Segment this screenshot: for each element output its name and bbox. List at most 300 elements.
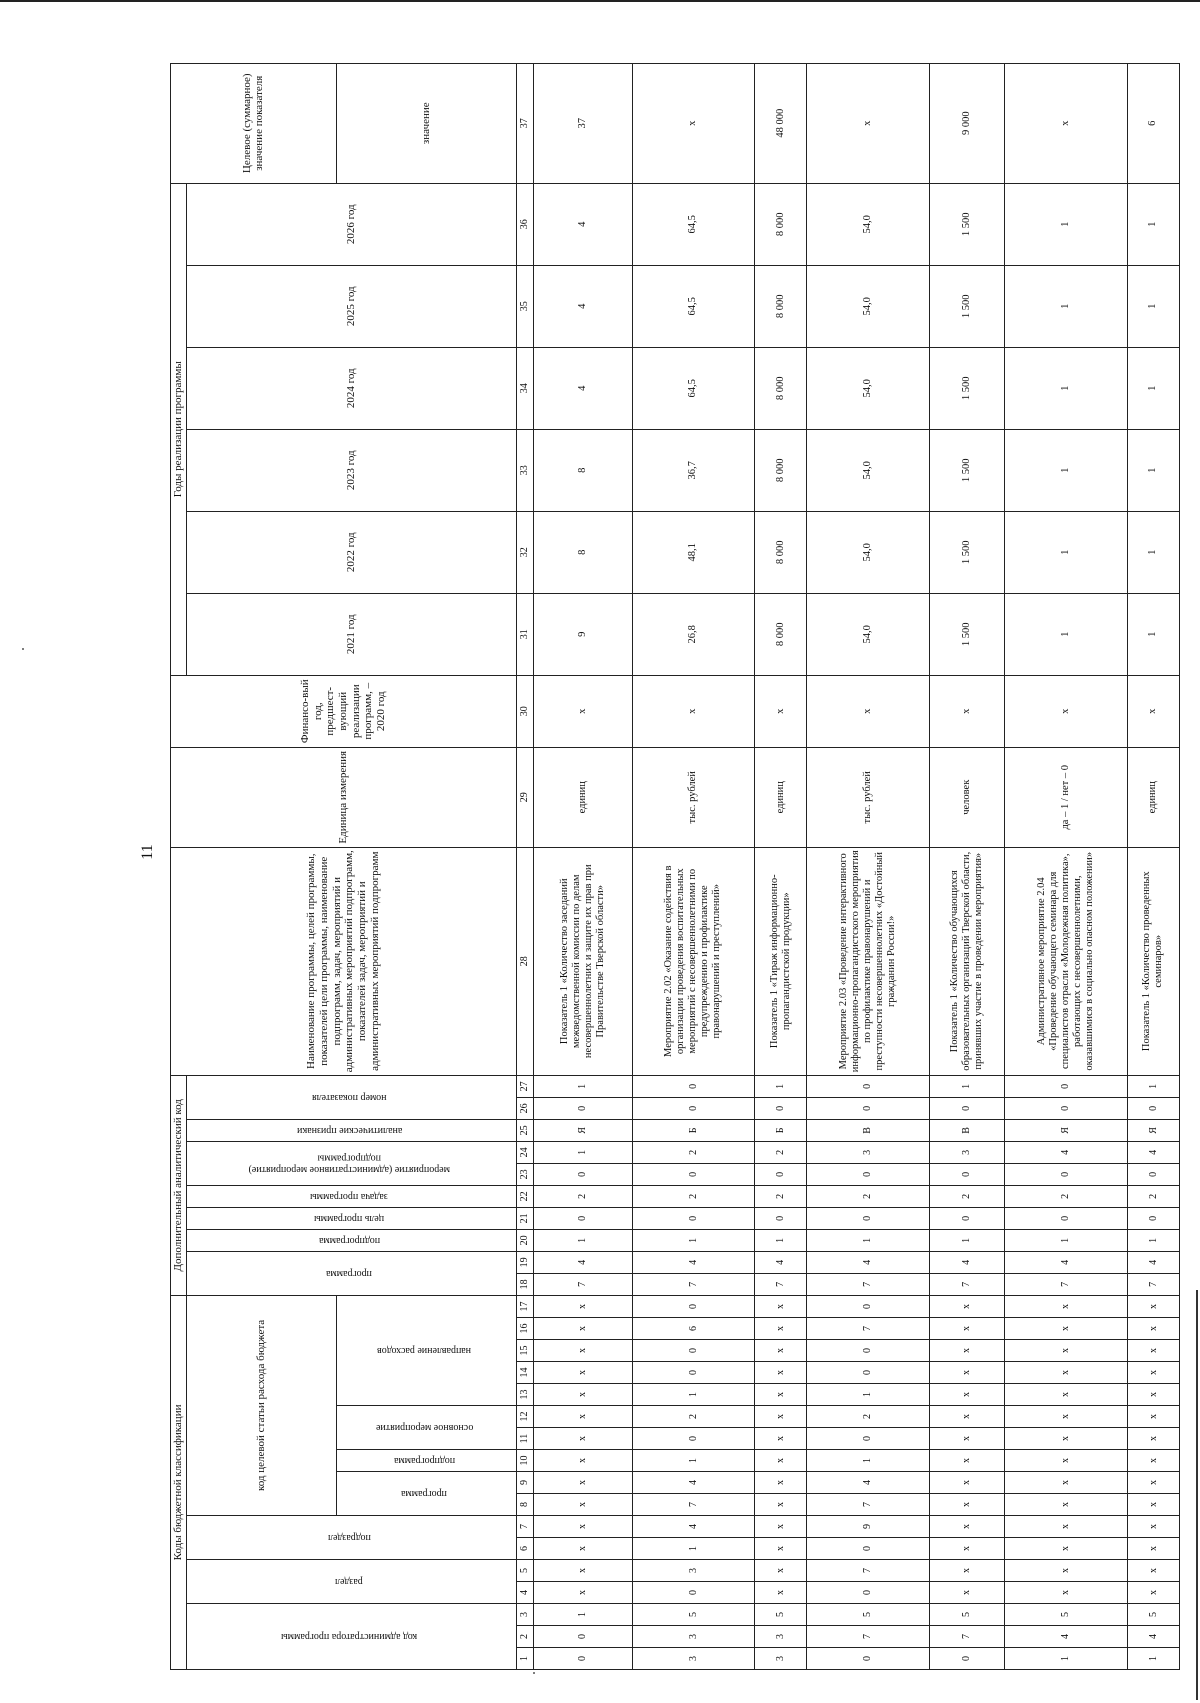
code-cell: x bbox=[1005, 1472, 1127, 1494]
code-cell: 1 bbox=[533, 1229, 632, 1251]
code-cell: 0 bbox=[807, 1582, 929, 1604]
code-cell: 0 bbox=[1005, 1163, 1127, 1185]
column-number: 35 bbox=[516, 265, 533, 347]
base-year-column-header: Финансо-вый год, предшест-вующий реализации программ, – 2020 год bbox=[171, 675, 517, 747]
admin-code-header: код администратора программы bbox=[281, 1631, 418, 1643]
column-number: 17 bbox=[516, 1295, 533, 1317]
extra-program-header: программа bbox=[326, 1268, 373, 1280]
code-cell: 2 bbox=[754, 1141, 806, 1163]
code-cell: x bbox=[1127, 1384, 1179, 1406]
code-cell: x bbox=[754, 1295, 806, 1317]
target-value-cell: 48 000 bbox=[754, 63, 806, 183]
code-cell: 1 bbox=[533, 1141, 632, 1163]
code-cell: 1 bbox=[632, 1538, 754, 1560]
subprogram-header: подпрограмма bbox=[393, 1455, 455, 1467]
code-cell: 4 bbox=[807, 1251, 929, 1273]
code-cell: 0 bbox=[807, 1428, 929, 1450]
code-cell: 0 bbox=[632, 1428, 754, 1450]
code-cell: Я bbox=[1127, 1119, 1179, 1141]
year-value-cell: 8 bbox=[533, 429, 632, 511]
code-cell: x bbox=[754, 1560, 806, 1582]
code-cell: x bbox=[754, 1384, 806, 1406]
column-number: 7 bbox=[516, 1516, 533, 1538]
code-cell: 1 bbox=[1127, 1075, 1179, 1097]
code-cell: 1 bbox=[754, 1075, 806, 1097]
code-cell: 9 bbox=[807, 1516, 929, 1538]
year-value-cell: 54,0 bbox=[807, 347, 929, 429]
target-value-cell: x bbox=[632, 63, 754, 183]
column-number: 15 bbox=[516, 1340, 533, 1362]
code-cell: 3 bbox=[807, 1141, 929, 1163]
year-value-cell: 1 500 bbox=[929, 511, 1005, 593]
code-cell: 0 bbox=[1127, 1207, 1179, 1229]
unit-cell: тыс. рублей bbox=[632, 747, 754, 847]
code-cell: 1 bbox=[807, 1450, 929, 1472]
code-cell: 7 bbox=[632, 1494, 754, 1516]
code-cell: x bbox=[929, 1318, 1005, 1340]
code-cell: x bbox=[929, 1384, 1005, 1406]
code-cell: x bbox=[754, 1318, 806, 1340]
code-cell: 3 bbox=[754, 1626, 806, 1648]
code-cell: x bbox=[533, 1494, 632, 1516]
code-cell: 1 bbox=[632, 1384, 754, 1406]
row-name-cell: Показатель 1 «Количество обучающихся образовательных организаций Тверской области, принявших участие в проведении мероприятия» bbox=[929, 847, 1005, 1075]
year-value-cell: 9 bbox=[533, 593, 632, 675]
code-cell: 7 bbox=[929, 1626, 1005, 1648]
code-cell: 0 bbox=[807, 1097, 929, 1119]
code-cell: 5 bbox=[1005, 1604, 1127, 1626]
code-cell: x bbox=[1005, 1516, 1127, 1538]
code-cell: x bbox=[1005, 1428, 1127, 1450]
code-cell: x bbox=[1127, 1340, 1179, 1362]
year-value-cell: 8 000 bbox=[754, 183, 806, 265]
year-header-2026: 2026 год bbox=[186, 183, 516, 265]
code-cell: 0 bbox=[1127, 1097, 1179, 1119]
code-cell: 0 bbox=[1127, 1163, 1179, 1185]
table-row bbox=[533, 63, 632, 1669]
code-cell: 3 bbox=[632, 1560, 754, 1582]
code-cell: 4 bbox=[1127, 1626, 1179, 1648]
year-value-cell: 48,1 bbox=[632, 511, 754, 593]
year-value-cell: 4 bbox=[533, 265, 632, 347]
code-cell: 2 bbox=[929, 1185, 1005, 1207]
unit-column-header: Единица измерения bbox=[171, 747, 517, 847]
code-cell: 0 bbox=[807, 1075, 929, 1097]
code-cell: 2 bbox=[632, 1406, 754, 1428]
code-cell: 0 bbox=[1005, 1097, 1127, 1119]
code-cell: 1 bbox=[632, 1229, 754, 1251]
code-cell: x bbox=[1127, 1295, 1179, 1317]
code-cell: x bbox=[533, 1362, 632, 1384]
name-column-header: Наименование программы, целей программы, показателей цели программы, наименование подпрограмм, задач, мероприятий и административных мероприятий подпрограмм, показателей задач, мероприятий и административных мероприятий подпрограмм bbox=[171, 847, 517, 1075]
base-year-cell: x bbox=[1005, 675, 1127, 747]
code-cell: Б bbox=[632, 1119, 754, 1141]
column-number: 12 bbox=[516, 1406, 533, 1428]
column-number: 31 bbox=[516, 593, 533, 675]
column-number: 2 bbox=[516, 1626, 533, 1648]
code-cell: x bbox=[1005, 1362, 1127, 1384]
code-cell: 0 bbox=[632, 1295, 754, 1317]
year-value-cell: 1 bbox=[1005, 511, 1127, 593]
column-number: 29 bbox=[516, 747, 533, 847]
column-number: 5 bbox=[516, 1560, 533, 1582]
unit-cell: единиц bbox=[754, 747, 806, 847]
code-cell: x bbox=[533, 1318, 632, 1340]
code-cell: 0 bbox=[1005, 1075, 1127, 1097]
year-value-cell: 1 bbox=[1005, 347, 1127, 429]
year-value-cell: 26,8 bbox=[632, 593, 754, 675]
column-number: 11 bbox=[516, 1428, 533, 1450]
code-cell: x bbox=[1005, 1406, 1127, 1428]
code-cell: 7 bbox=[807, 1273, 929, 1295]
code-cell: 0 bbox=[533, 1648, 632, 1670]
code-cell: 4 bbox=[807, 1472, 929, 1494]
column-number: 34 bbox=[516, 347, 533, 429]
code-cell: 5 bbox=[754, 1604, 806, 1626]
code-cell: x bbox=[1005, 1295, 1127, 1317]
code-cell: x bbox=[929, 1450, 1005, 1472]
code-cell: 5 bbox=[807, 1604, 929, 1626]
year-value-cell: 64,5 bbox=[632, 183, 754, 265]
year-value-cell: 8 000 bbox=[754, 511, 806, 593]
code-cell: 2 bbox=[807, 1406, 929, 1428]
code-cell: 5 bbox=[1127, 1604, 1179, 1626]
column-number: 32 bbox=[516, 511, 533, 593]
codes-group-header: Коды бюджетной классификации bbox=[171, 1295, 187, 1669]
unit-cell: да – 1 / нет – 0 bbox=[1005, 747, 1127, 847]
code-cell: 1 bbox=[1005, 1648, 1127, 1670]
code-cell: 1 bbox=[807, 1384, 929, 1406]
code-cell: 1 bbox=[1127, 1648, 1179, 1670]
column-number-row bbox=[516, 63, 533, 1669]
code-cell: 0 bbox=[632, 1340, 754, 1362]
code-cell: 4 bbox=[632, 1251, 754, 1273]
code-cell: x bbox=[533, 1516, 632, 1538]
year-value-cell: 1 bbox=[1005, 429, 1127, 511]
code-cell: x bbox=[929, 1340, 1005, 1362]
code-cell: x bbox=[1127, 1538, 1179, 1560]
target-article-header: код целевой статьи расхода бюджета bbox=[186, 1295, 336, 1515]
year-value-cell: 54,0 bbox=[807, 265, 929, 347]
row-name-cell: Показатель 1 «Тираж информационно-пропагандистской продукции» bbox=[754, 847, 806, 1075]
code-cell: x bbox=[533, 1384, 632, 1406]
base-year-cell: x bbox=[754, 675, 806, 747]
analytic-sign-header: аналитические признаки bbox=[296, 1125, 402, 1137]
code-cell: x bbox=[1127, 1362, 1179, 1384]
code-cell: 4 bbox=[1005, 1141, 1127, 1163]
code-cell: 5 bbox=[632, 1604, 754, 1626]
code-cell: 4 bbox=[632, 1516, 754, 1538]
code-cell: 0 bbox=[533, 1207, 632, 1229]
year-value-cell: 4 bbox=[533, 347, 632, 429]
code-cell: x bbox=[1127, 1560, 1179, 1582]
code-cell: x bbox=[1005, 1494, 1127, 1516]
code-cell: 4 bbox=[1127, 1141, 1179, 1163]
code-cell: 0 bbox=[807, 1538, 929, 1560]
row-name-cell: Показатель 1 «Количество проведенных семинаров» bbox=[1127, 847, 1179, 1075]
unit-cell: человек bbox=[929, 747, 1005, 847]
code-cell: x bbox=[929, 1472, 1005, 1494]
column-number: 1 bbox=[516, 1648, 533, 1670]
code-cell: x bbox=[533, 1450, 632, 1472]
code-cell: 7 bbox=[807, 1318, 929, 1340]
event-admin-header: мероприятие (административное мероприятие) подпрограммы bbox=[248, 1152, 451, 1175]
code-cell: 1 bbox=[632, 1450, 754, 1472]
year-value-cell: 1 bbox=[1005, 265, 1127, 347]
table-row bbox=[1005, 63, 1127, 1669]
program-header: программа bbox=[401, 1488, 448, 1500]
code-cell: 2 bbox=[632, 1185, 754, 1207]
code-cell: 2 bbox=[1005, 1185, 1127, 1207]
program-task-header: задача программы bbox=[310, 1191, 389, 1203]
code-cell: x bbox=[754, 1582, 806, 1604]
year-value-cell: 1 500 bbox=[929, 183, 1005, 265]
code-cell: 1 bbox=[807, 1229, 929, 1251]
code-cell: 3 bbox=[929, 1141, 1005, 1163]
target-value-cell: x bbox=[807, 63, 929, 183]
year-value-cell: 36,7 bbox=[632, 429, 754, 511]
column-number: 24 bbox=[516, 1141, 533, 1163]
code-cell: 1 bbox=[1127, 1229, 1179, 1251]
year-value-cell: 64,5 bbox=[632, 265, 754, 347]
target-value-cell: 9 000 bbox=[929, 63, 1005, 183]
code-cell: 7 bbox=[1005, 1273, 1127, 1295]
code-cell: x bbox=[754, 1340, 806, 1362]
code-cell: 7 bbox=[754, 1273, 806, 1295]
target-value-cell: 6 bbox=[1127, 63, 1179, 183]
code-cell: 4 bbox=[754, 1251, 806, 1273]
code-cell: 4 bbox=[632, 1472, 754, 1494]
code-cell: x bbox=[1127, 1582, 1179, 1604]
year-value-cell: 4 bbox=[533, 183, 632, 265]
code-cell: 7 bbox=[807, 1560, 929, 1582]
code-cell: 3 bbox=[632, 1626, 754, 1648]
code-cell: x bbox=[929, 1428, 1005, 1450]
code-cell: x bbox=[1127, 1406, 1179, 1428]
code-cell: x bbox=[1127, 1450, 1179, 1472]
year-value-cell: 1 bbox=[1127, 347, 1179, 429]
year-value-cell: 54,0 bbox=[807, 593, 929, 675]
code-cell: x bbox=[754, 1428, 806, 1450]
code-cell: 1 bbox=[929, 1075, 1005, 1097]
target-value-cell: 37 bbox=[533, 63, 632, 183]
table-wrapper bbox=[170, 73, 1180, 1670]
code-cell: 4 bbox=[533, 1251, 632, 1273]
code-cell: x bbox=[533, 1295, 632, 1317]
code-cell: x bbox=[1005, 1450, 1127, 1472]
code-cell: x bbox=[754, 1406, 806, 1428]
code-cell: 0 bbox=[807, 1207, 929, 1229]
table-row bbox=[1127, 63, 1179, 1669]
code-cell: 3 bbox=[632, 1648, 754, 1670]
code-cell: 2 bbox=[754, 1185, 806, 1207]
year-header-2022: 2022 год bbox=[186, 511, 516, 593]
page-edge-top bbox=[0, 0, 1200, 2]
column-number: 28 bbox=[516, 847, 533, 1075]
code-cell: 6 bbox=[632, 1318, 754, 1340]
code-cell: 4 bbox=[1005, 1251, 1127, 1273]
code-cell: 0 bbox=[929, 1097, 1005, 1119]
code-cell: x bbox=[929, 1494, 1005, 1516]
code-cell: 0 bbox=[807, 1163, 929, 1185]
code-cell: 2 bbox=[1127, 1185, 1179, 1207]
code-cell: x bbox=[1005, 1384, 1127, 1406]
code-cell: 0 bbox=[807, 1340, 929, 1362]
expense-direction-header: направление расходов bbox=[377, 1345, 472, 1357]
column-number: 14 bbox=[516, 1362, 533, 1384]
unit-cell: единиц bbox=[533, 747, 632, 847]
code-cell: x bbox=[533, 1560, 632, 1582]
code-cell: 0 bbox=[632, 1075, 754, 1097]
row-name-cell: Административное мероприятие 2.04 «Проведение обучающего семинара для специалистов отрасли «Молодежная политика», работающих с несовершеннолетними, оказавшимися в социально опасном положении» bbox=[1005, 847, 1127, 1075]
table-row bbox=[632, 63, 754, 1669]
year-value-cell: 1 bbox=[1005, 183, 1127, 265]
column-number: 13 bbox=[516, 1384, 533, 1406]
code-cell: 0 bbox=[1005, 1207, 1127, 1229]
table-row bbox=[807, 63, 929, 1669]
column-number: 23 bbox=[516, 1163, 533, 1185]
years-group-header: Годы реализации программы bbox=[171, 183, 187, 675]
section-header: раздел bbox=[335, 1576, 364, 1588]
code-cell: x bbox=[1005, 1318, 1127, 1340]
indicators-table bbox=[170, 63, 1180, 1670]
year-value-cell: 1 bbox=[1127, 511, 1179, 593]
year-value-cell: 1 bbox=[1127, 183, 1179, 265]
code-cell: x bbox=[754, 1450, 806, 1472]
column-number: 22 bbox=[516, 1185, 533, 1207]
page-number: 11 bbox=[139, 844, 156, 860]
code-cell: 0 bbox=[754, 1163, 806, 1185]
column-number: 18 bbox=[516, 1273, 533, 1295]
code-cell: x bbox=[929, 1538, 1005, 1560]
code-cell: 1 bbox=[533, 1075, 632, 1097]
code-cell: 0 bbox=[807, 1295, 929, 1317]
code-cell: 0 bbox=[632, 1097, 754, 1119]
column-number: 20 bbox=[516, 1229, 533, 1251]
code-cell: 7 bbox=[533, 1273, 632, 1295]
code-cell: x bbox=[533, 1340, 632, 1362]
column-number: 37 bbox=[516, 63, 533, 183]
code-cell: Я bbox=[533, 1119, 632, 1141]
year-value-cell: 8 bbox=[533, 511, 632, 593]
year-value-cell: 54,0 bbox=[807, 429, 929, 511]
code-cell: 0 bbox=[533, 1626, 632, 1648]
row-name-cell: Мероприятие 2.02 «Оказание содействия в организации проведения воспитательных мероприятий с несовершеннолетними по предупреждению и профилактике правонарушений и преступлений» bbox=[632, 847, 754, 1075]
column-number: 6 bbox=[516, 1538, 533, 1560]
scan-dot bbox=[533, 1672, 535, 1674]
column-number: 4 bbox=[516, 1582, 533, 1604]
code-cell: x bbox=[1127, 1472, 1179, 1494]
year-value-cell: 54,0 bbox=[807, 511, 929, 593]
column-number: 10 bbox=[516, 1450, 533, 1472]
extra-code-group-header: Дополнительный аналитический код bbox=[171, 1075, 187, 1295]
column-number: 36 bbox=[516, 183, 533, 265]
page-edge-right bbox=[1196, 1290, 1198, 1700]
code-cell: 7 bbox=[1127, 1273, 1179, 1295]
code-cell: 1 bbox=[533, 1604, 632, 1626]
code-cell: 2 bbox=[807, 1185, 929, 1207]
year-value-cell: 8 000 bbox=[754, 347, 806, 429]
code-cell: x bbox=[929, 1582, 1005, 1604]
year-value-cell: 1 bbox=[1127, 593, 1179, 675]
code-cell: 4 bbox=[929, 1251, 1005, 1273]
table-row bbox=[929, 63, 1005, 1669]
code-cell: x bbox=[929, 1362, 1005, 1384]
year-value-cell: 8 000 bbox=[754, 265, 806, 347]
code-cell: 2 bbox=[533, 1185, 632, 1207]
base-year-cell: x bbox=[533, 675, 632, 747]
code-cell: 3 bbox=[754, 1648, 806, 1670]
code-cell: x bbox=[754, 1362, 806, 1384]
code-cell: x bbox=[1127, 1428, 1179, 1450]
code-cell: x bbox=[929, 1560, 1005, 1582]
code-cell: 0 bbox=[533, 1097, 632, 1119]
extra-subprogram-header: подпрограмма bbox=[318, 1235, 380, 1247]
code-cell: 4 bbox=[1005, 1626, 1127, 1648]
code-cell: 0 bbox=[929, 1163, 1005, 1185]
column-number: 27 bbox=[516, 1075, 533, 1097]
code-cell: x bbox=[533, 1428, 632, 1450]
code-cell: В bbox=[807, 1119, 929, 1141]
code-cell: 5 bbox=[929, 1604, 1005, 1626]
target-value-header: значение bbox=[336, 63, 516, 183]
base-year-cell: x bbox=[632, 675, 754, 747]
code-cell: x bbox=[1005, 1560, 1127, 1582]
code-cell: 4 bbox=[1127, 1251, 1179, 1273]
code-cell: 0 bbox=[533, 1163, 632, 1185]
column-number: 33 bbox=[516, 429, 533, 511]
year-value-cell: 8 000 bbox=[754, 429, 806, 511]
year-value-cell: 64,5 bbox=[632, 347, 754, 429]
code-cell: 0 bbox=[632, 1207, 754, 1229]
code-cell: 1 bbox=[1005, 1229, 1127, 1251]
code-cell: 0 bbox=[929, 1648, 1005, 1670]
column-number: 16 bbox=[516, 1318, 533, 1340]
year-header-2021: 2021 год bbox=[186, 593, 516, 675]
year-value-cell: 1 bbox=[1005, 593, 1127, 675]
column-number: 30 bbox=[516, 675, 533, 747]
year-header-2025: 2025 год bbox=[186, 265, 516, 347]
code-cell: x bbox=[1005, 1582, 1127, 1604]
code-cell: 0 bbox=[632, 1362, 754, 1384]
unit-cell: тыс. рублей bbox=[807, 747, 929, 847]
subsection-header: подраздел bbox=[327, 1532, 371, 1544]
code-cell: x bbox=[929, 1516, 1005, 1538]
year-header-2023: 2023 год bbox=[186, 429, 516, 511]
code-cell: 1 bbox=[754, 1229, 806, 1251]
code-cell: В bbox=[929, 1119, 1005, 1141]
code-cell: Б bbox=[754, 1119, 806, 1141]
code-cell: x bbox=[533, 1582, 632, 1604]
code-cell: x bbox=[754, 1516, 806, 1538]
rotated-table-frame bbox=[170, 73, 1180, 1670]
base-year-cell: x bbox=[929, 675, 1005, 747]
base-year-cell: x bbox=[1127, 675, 1179, 747]
code-cell: 0 bbox=[754, 1207, 806, 1229]
year-value-cell: 1 bbox=[1127, 265, 1179, 347]
target-value-cell: x bbox=[1005, 63, 1127, 183]
column-number: 8 bbox=[516, 1494, 533, 1516]
column-number: 21 bbox=[516, 1207, 533, 1229]
code-cell: 0 bbox=[807, 1362, 929, 1384]
code-cell: 7 bbox=[929, 1273, 1005, 1295]
year-value-cell: 1 500 bbox=[929, 347, 1005, 429]
target-group-header: Целевое (суммарное) значение показателя bbox=[171, 63, 337, 183]
code-cell: 2 bbox=[632, 1141, 754, 1163]
column-number: 26 bbox=[516, 1097, 533, 1119]
year-value-cell: 8 000 bbox=[754, 593, 806, 675]
code-cell: x bbox=[1127, 1516, 1179, 1538]
